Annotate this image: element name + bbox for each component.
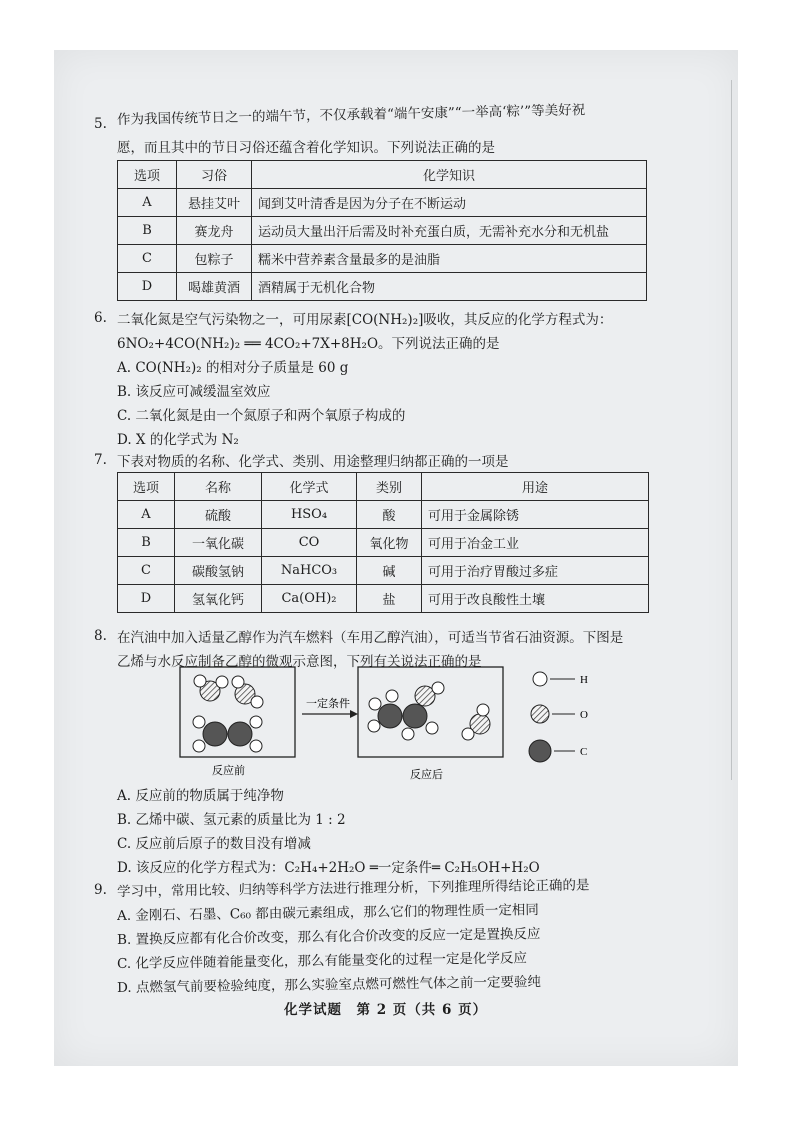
table-row: [118, 245, 647, 273]
table-cell: C: [118, 557, 175, 585]
table-row: [118, 217, 647, 245]
table-cell: 运动员大量出汗后需及时补充蛋白质，无需补充水分和无机盐: [252, 217, 647, 245]
table-row: [118, 189, 647, 217]
q5-table: [117, 160, 647, 301]
table-cell: 一氧化碳: [175, 529, 262, 557]
table-cell: D: [118, 585, 175, 613]
table-cell: C: [118, 245, 177, 273]
q5-stem-line1: 作为我国传统节日之一的端午节，不仅承载着“端午安康”“一举高‘粽’”等美好祝: [116, 102, 586, 128]
table-cell: Ca(OH)₂: [262, 585, 357, 613]
table-cell: 酒精属于无机化合物: [252, 273, 647, 301]
legend-c: [529, 740, 575, 762]
q8-stem-line2: 乙烯与水反应制备乙醇的微观示意图，下列有关说法正确的是: [117, 654, 482, 670]
after-label: 反应后: [410, 768, 443, 781]
table-header-cell: 化学知识: [252, 161, 647, 189]
table-cell: 氢氧化钙: [175, 585, 262, 613]
table-cell: 包粽子: [177, 245, 252, 273]
q7-stem-line1: 下表对物质的名称、化学式、类别、用途整理归纳都正确的一项是: [117, 454, 509, 470]
table-cell: 悬挂艾叶: [177, 189, 252, 217]
table-cell: 硫酸: [175, 501, 262, 529]
before-label: 反应前: [212, 764, 245, 777]
q9-option-b: B. 置换反应都有化合价改变，那么有化合价改变的反应一定是置换反应: [116, 926, 541, 948]
q9-stem-line1: 学习中，常用比较、归纳等科学方法进行推理分析，下列推理所得结论正确的是: [116, 877, 590, 900]
table-cell: NaHCO₃: [262, 557, 357, 585]
arrow-condition-label: 一定条件: [306, 697, 350, 710]
q8-option-c: C. 反应前后原子的数目没有增减: [117, 836, 311, 852]
table-cell: HSO₄: [262, 501, 357, 529]
table-cell: 氧化物: [357, 529, 422, 557]
table-header-cell: 化学式: [262, 473, 357, 501]
page-footer: 化学试题 第 2 页（共 6 页）: [284, 1002, 488, 1018]
water-molecule: [462, 704, 490, 740]
table-cell: B: [118, 529, 175, 557]
table-header-row: [118, 473, 649, 501]
table-cell: 赛龙舟: [177, 217, 252, 245]
table-header-cell: 用途: [422, 473, 649, 501]
q6-option-a: A. CO(NH₂)₂ 的相对分子质量是 60 g: [117, 360, 349, 376]
table-row: [118, 529, 649, 557]
table-header-cell: 类别: [357, 473, 422, 501]
table-cell: A: [118, 189, 177, 217]
water-molecule: [232, 676, 263, 708]
q8-option-d: D. 该反应的化学方程式为：C₂H₄+2H₂O ═一定条件═ C₂H₅OH+H₂O: [117, 860, 540, 876]
arrow-head-icon: [350, 710, 358, 718]
legend-h: [533, 672, 575, 686]
table-cell: 可用于金属除锈: [422, 501, 649, 529]
q8-option-a: A. 反应前的物质属于纯净物: [117, 788, 284, 804]
ethylene-molecule: [193, 716, 262, 752]
q5-stem-line2: 愿，而且其中的节日习俗还蕴含着化学知识。下列说法正确的是: [117, 140, 495, 156]
q6-option-d: D. X 的化学式为 N₂: [117, 432, 239, 448]
reaction-micro-diagram: [170, 664, 630, 784]
legend-o-label: O: [580, 709, 588, 721]
table-cell: 可用于冶金工业: [422, 529, 649, 557]
table-header-cell: 名称: [175, 473, 262, 501]
q7-table: [117, 472, 649, 613]
q9-option-a: A. 金刚石、石墨、C₆₀ 都由碳元素组成，那么它们的物理性质一定相同: [116, 902, 539, 924]
table-header-cell: 选项: [118, 473, 175, 501]
q8-stem-line1: 在汽油中加入适量乙醇作为汽车燃料（车用乙醇汽油），可适当节省石油资源。下图是: [117, 630, 624, 646]
q5-number: 5.: [94, 116, 107, 132]
ethanol-molecule: [368, 682, 444, 740]
table-cell: 酸: [357, 501, 422, 529]
table-cell: CO: [262, 529, 357, 557]
table-cell: 碱: [357, 557, 422, 585]
q7-number: 7.: [94, 452, 107, 468]
page-fold: [731, 80, 732, 780]
table-cell: 盐: [357, 585, 422, 613]
legend-c-label: C: [580, 746, 588, 758]
table-cell: D: [118, 273, 177, 301]
table-row: [118, 557, 649, 585]
q8-number: 8.: [94, 628, 107, 644]
table-row: [118, 585, 649, 613]
table-cell: 喝雄黄酒: [177, 273, 252, 301]
legend-h-label: H: [580, 674, 588, 686]
water-molecule: [194, 675, 228, 701]
table-header-row: [118, 161, 647, 189]
table-cell: 可用于治疗胃酸过多症: [422, 557, 649, 585]
q6-stem-line2: 6NO₂+4CO(NH₂)₂ ══ 4CO₂+7X+8H₂O。下列说法正确的是: [117, 336, 500, 352]
q6-option-c: C. 二氧化氮是由一个氮原子和两个氧原子构成的: [117, 408, 406, 424]
table-header-cell: 选项: [118, 161, 177, 189]
table-header-cell: 习俗: [177, 161, 252, 189]
q9-option-d: D. 点燃氢气前要检验纯度，那么实验室点燃可燃性气体之前一定要验纯: [116, 974, 542, 996]
q8-option-b: B. 乙烯中碳、氢元素的质量比为 1 : 2: [117, 812, 346, 828]
table-cell: 糯米中营养素含量最多的是油脂: [252, 245, 647, 273]
table-cell: 可用于改良酸性土壤: [422, 585, 649, 613]
q9-option-c: C. 化学反应伴随着能量变化，那么有能量变化的过程一定是化学反应: [116, 950, 528, 972]
table-row: [118, 273, 647, 301]
legend-o: [531, 705, 575, 723]
table-cell: A: [118, 501, 175, 529]
q6-option-b: B. 该反应可减缓温室效应: [117, 384, 271, 400]
q6-number: 6.: [94, 310, 107, 326]
table-row: [118, 501, 649, 529]
q6-stem-line1: 二氧化氮是空气污染物之一，可用尿素[CO(NH₂)₂]吸收，其反应的化学方程式为：: [117, 312, 613, 328]
q9-number: 9.: [94, 882, 107, 898]
table-cell: 闻到艾叶清香是因为分子在不断运动: [252, 189, 647, 217]
table-cell: B: [118, 217, 177, 245]
table-cell: 碳酸氢钠: [175, 557, 262, 585]
